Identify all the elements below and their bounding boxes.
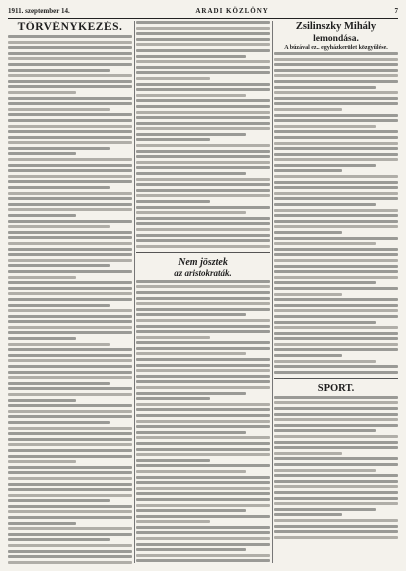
text-line [8,186,110,189]
text-line [136,397,210,400]
text-line [8,449,132,452]
section-heading-courts: TÖRVÉNYKEZÉS. [17,21,123,33]
text-line [136,302,270,305]
article-heading-second-line: lemondása. [313,34,359,44]
text-line [8,455,132,458]
text-line [274,125,376,128]
text-line [274,332,398,335]
text-line [8,359,132,362]
text-line [136,347,270,350]
text-line [136,77,210,80]
text-line [136,133,246,136]
text-line [8,46,132,49]
text-line [8,253,132,256]
section-heading-sport: SPORT. [317,382,355,394]
text-line [274,343,398,346]
text-line [8,152,76,155]
text-line [8,236,132,239]
text-line [136,127,270,130]
text-line [136,375,270,378]
text-line [8,331,132,334]
text-line [274,276,398,279]
column-left [8,21,132,565]
text-line [136,105,270,108]
text-line [274,519,398,522]
text-line [136,392,246,395]
text-line [8,415,132,418]
text-line [136,245,270,248]
text-line [8,141,132,144]
text-line [8,544,132,547]
text-line [274,508,376,511]
text-line [136,325,270,328]
text-line [8,527,132,530]
text-line [8,113,132,116]
text-line [274,485,398,488]
text-line [136,341,270,344]
text-line [274,435,398,438]
text-line [136,554,270,557]
text-line [8,97,132,100]
text-line [274,248,398,251]
text-line [8,376,132,379]
text-line [136,543,270,546]
text-line [274,270,398,273]
text-line [274,474,398,477]
text-line [8,477,132,480]
text-line [274,281,376,284]
text-line [136,498,270,501]
text-line [8,466,132,469]
text-line [8,180,132,183]
text-line [274,58,398,61]
text-line [274,463,398,466]
text-line [274,480,398,483]
text-line [8,438,132,441]
text-line [274,315,398,318]
text-line [136,291,270,294]
text-line [8,147,110,150]
text-line [136,308,270,311]
text-line [274,497,398,500]
text-line [8,276,76,279]
text-line [136,548,246,551]
text-line [136,358,270,361]
text-line [274,309,398,312]
text-line [136,509,246,512]
text-line [274,237,398,240]
text-line [136,166,270,169]
text-line [8,80,132,83]
article-separator [136,252,270,253]
text-line [274,365,398,368]
text-line [136,436,270,439]
text-line [8,510,132,513]
text-line [8,404,132,407]
text-line [136,526,270,529]
text-line [274,102,398,105]
text-line [274,63,398,66]
text-line [274,203,376,206]
text-line [8,175,132,178]
text-line [136,369,270,372]
text-line [8,320,132,323]
text-line [8,555,132,558]
text-line [136,88,270,91]
text-line [136,55,246,58]
text-line [8,298,132,301]
text-line [274,371,398,374]
text-line [136,122,270,125]
text-line [274,197,398,200]
text-line [8,91,76,94]
text-line [274,441,398,444]
article-heading: Nem jösztek [178,256,228,268]
text-line [136,222,270,225]
text-line [274,186,398,189]
text-line [274,119,398,122]
text-line [8,108,110,111]
text-line [136,352,246,355]
text-line [8,550,132,553]
text-line [274,326,398,329]
text-line [136,150,270,153]
text-line [136,211,246,214]
text-line [8,371,132,374]
text-line [8,432,132,435]
text-line [136,21,270,24]
text-line [8,348,132,351]
text-line [8,225,110,228]
text-line [274,469,376,472]
text-line [274,231,342,234]
text-line [274,337,398,340]
text-line [274,429,376,432]
text-line [274,407,398,410]
text-line [8,516,132,519]
text-line [8,309,132,312]
text-line [136,144,270,147]
article-subheading: A búzával ez.. egyházkerület közgyűlése. [284,45,388,51]
text-line [8,304,110,307]
text-line [8,41,132,44]
text-line [136,32,270,35]
text-line [274,52,398,55]
text-line [136,313,246,316]
text-line [136,448,270,451]
text-line [136,239,270,242]
text-line [274,401,398,404]
text-line [274,259,398,262]
text-line [8,292,132,295]
text-line [136,537,270,540]
text-line [8,494,132,497]
text-line [136,481,270,484]
text-line [8,220,132,223]
issue-date: 1911. szeptember 14. [8,7,70,15]
text-line [8,382,110,385]
text-line [274,97,398,100]
text-line [136,161,270,164]
article-separator [274,378,398,379]
text-line [136,66,270,69]
text-line [136,531,270,534]
text-line [274,525,398,528]
text-line [8,281,132,284]
column-right [274,21,398,565]
text-line [136,559,270,562]
text-line [8,74,132,77]
text-line [8,203,132,206]
text-line [274,298,398,301]
text-line [8,337,76,340]
text-line [8,125,132,128]
text-line [274,220,398,223]
text-line [8,231,132,234]
text-line [8,208,132,211]
text-line [136,459,210,462]
text-line [8,460,76,463]
text-line [274,114,398,117]
text-line [8,443,132,446]
text-line [136,49,270,52]
text-line [8,214,76,217]
text-line [8,315,132,318]
text-line [274,491,398,494]
text-line [8,52,132,55]
text-line [8,533,132,536]
article-text-block [136,21,270,248]
text-line [274,265,398,268]
text-line [274,418,398,421]
text-line [8,427,132,430]
text-line [8,387,132,390]
article-text-block [136,280,270,565]
text-line [136,71,270,74]
text-line [274,136,398,139]
text-line [136,476,270,479]
text-line [136,38,270,41]
text-line [274,396,398,399]
text-line [8,136,132,139]
text-line [274,142,398,145]
text-line [274,536,398,539]
text-line [274,530,398,533]
text-line [136,116,270,119]
text-line [274,446,398,449]
text-line [274,304,398,307]
text-line [136,280,270,283]
text-line [136,414,270,417]
text-line [274,457,398,460]
text-line [8,242,132,245]
text-line [8,538,110,541]
text-line [136,520,210,523]
text-line [8,102,132,105]
text-line [136,319,270,322]
text-line [274,74,398,77]
text-line [136,431,246,434]
masthead [8,5,398,17]
text-line [136,453,270,456]
text-line [136,178,270,181]
text-line [274,169,342,172]
text-line [8,365,132,368]
text-line [8,488,132,491]
text-line [274,513,342,516]
text-line [136,470,246,473]
text-line [8,471,132,474]
text-line [274,130,398,133]
text-line [136,217,270,220]
text-line [136,336,210,339]
text-line [274,192,398,195]
text-line [274,86,376,89]
text-line [274,175,398,178]
page-number: 7 [394,7,398,15]
text-line [8,164,132,167]
text-line [8,63,132,66]
text-line [274,108,342,111]
text-line [274,354,342,357]
text-line [136,408,270,411]
text-line [136,297,270,300]
text-line [8,270,132,273]
text-line [274,158,398,161]
text-line [8,264,110,267]
text-line [136,492,270,495]
text-line [8,259,132,262]
text-line [8,69,110,72]
text-line [8,158,132,161]
text-line [274,225,398,228]
text-line [274,164,376,167]
text-line [136,172,246,175]
text-line [136,403,270,406]
text-line [136,386,270,389]
article-text-block [274,52,398,374]
text-line [8,410,132,413]
text-line [8,287,132,290]
text-line [8,483,132,486]
text-line [274,91,398,94]
text-line [8,57,132,60]
text-line [8,130,132,133]
text-line [136,487,270,490]
article-text-block [274,396,398,539]
text-line [274,147,398,150]
text-line [274,360,376,363]
text-line [8,326,132,329]
text-line [274,153,398,156]
text-line [274,69,398,72]
text-line [136,99,270,102]
text-line [136,206,270,209]
article-heading: Zsilinszky Mihály [295,21,377,32]
text-line [136,138,210,141]
text-line [8,505,132,508]
column-divider [134,21,135,563]
article-text-block [8,35,132,565]
text-line [274,424,398,427]
text-line [136,234,270,237]
text-line [136,504,270,507]
text-line [136,442,270,445]
text-line [136,420,270,423]
text-line [8,499,110,502]
text-line [274,209,398,212]
text-line [8,248,132,251]
text-line [274,452,342,455]
text-line [136,200,210,203]
text-line [136,83,270,86]
text-line [274,253,398,256]
text-line [136,183,270,186]
text-line [8,354,132,357]
text-line [8,421,110,424]
text-line [136,364,270,367]
column-middle [136,21,270,565]
text-line [8,343,110,346]
text-line [274,502,398,505]
text-line [136,27,270,30]
text-line [136,285,270,288]
text-line [136,189,270,192]
article-heading-second-line: az aristokraták. [174,267,232,278]
text-line [274,80,398,83]
text-line [136,380,270,383]
text-line [274,348,398,351]
text-line [136,330,270,333]
text-line [8,522,76,525]
text-line [8,399,76,402]
text-line [8,561,132,564]
text-line [136,155,270,158]
text-line [8,393,132,396]
text-line [136,194,270,197]
text-line [136,43,270,46]
text-line [8,197,132,200]
text-line [136,111,270,114]
text-line [8,169,132,172]
text-line [8,119,132,122]
text-line [8,35,132,38]
text-line [136,94,246,97]
masthead-rule [8,18,398,19]
text-line [8,192,132,195]
text-line [274,214,398,217]
text-line [274,181,398,184]
text-line [136,228,270,231]
text-line [136,464,270,467]
text-line [274,413,398,416]
text-line [274,293,342,296]
text-line [136,60,270,63]
text-line [136,425,270,428]
text-line [274,321,376,324]
text-line [274,242,376,245]
column-divider [272,21,273,563]
text-line [8,85,132,88]
newspaper-title: ARADI KÖZLÖNY [195,7,269,15]
text-line [274,287,398,290]
text-line [136,515,270,518]
